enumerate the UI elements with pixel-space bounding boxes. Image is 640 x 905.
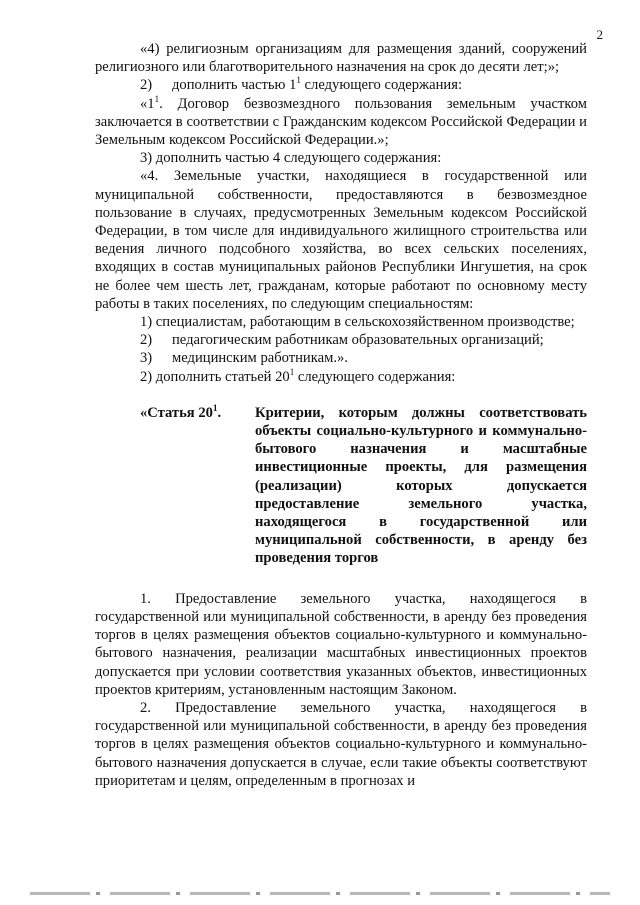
article-title: Критерии, которым должны соответствовать объекты социально-культурного и коммунально-бытового назначения и масштабные инвестиционные проекты, для размещения (реализации) которых допускается предоставление земельного участка, находящегося в государственной или муниципальной собственности, в аренду без проведения торгов <box>255 404 587 567</box>
paragraph-amend-article-20-1 <box>95 368 587 386</box>
page-number: 2 <box>596 27 603 42</box>
superscript: 1 <box>296 75 301 86</box>
scan-artifact-line <box>30 892 610 895</box>
paragraph-amend-part-4: 3) дополнить частью 4 следующего содержания: <box>140 150 442 167</box>
text: следующего содержания: <box>294 368 456 385</box>
superscript: 1 <box>154 93 160 104</box>
paragraph-specialists: 1) специалистам, работающим в сельскохозяйственном производстве; <box>140 314 575 331</box>
paragraph-contract <box>95 95 587 150</box>
text: 2) дополнить статьей 20 <box>140 368 290 385</box>
article-label <box>140 404 255 568</box>
article-heading <box>95 404 587 568</box>
paragraph-land-plots: «4. Земельные участки, находящиеся в государственной или муниципальной собственности, предоставляются в безвозмездное пользование в случаях, предусмотренных Земельным кодексом Российской Федерации, в том числе для индивидуального жилищного строительства или ведения личного подсобного хозяйства, во всех сельских поселениях, входящих в состав муниципальных районов Республики Ингушетия, на срок не более чем шесть лет, гражданам, которые работают по основному месту работы в таких поселениях, по следующим специальностям: <box>95 168 587 312</box>
list-number: 3) <box>140 350 153 367</box>
paragraph-amend-part-1-1 <box>140 76 587 94</box>
document-body <box>95 40 587 790</box>
text: медицинским работникам.». <box>172 350 348 367</box>
superscript: 1 <box>289 366 295 377</box>
text: . Договор безвозмездного пользования земельным участком заключается в соответствии с Гражданским кодексом Российской Федерации и Земельным кодексом Российской Федерации.»; <box>95 95 587 149</box>
list-number: 2) <box>140 77 153 94</box>
paragraph-medical <box>140 349 587 367</box>
text: следующего содержания: <box>300 77 463 94</box>
text: «Статья 20 <box>140 404 213 421</box>
paragraph-teachers <box>140 331 587 349</box>
section-1: 1. Предоставление земельного участка, находящегося в государственной или муниципальной собственности, в аренду без проведения торгов в целях размещения объектов социально-культурного и коммунально-бытового назначения, реализации масштабных инвестиционных проектов допускается при условии соответствия указанных объектов, инвестиционных проектов критериям, установленным настоящим Законом. <box>95 590 587 698</box>
paragraph-religious-orgs: «4) религиозным организациям для размещения зданий, сооружений религиозного или благотворительного назначения на срок до десяти лет;»; <box>95 41 587 76</box>
text: дополнить частью 1 <box>172 77 297 94</box>
text: педагогическим работникам образовательных организаций; <box>172 332 544 349</box>
text: . <box>217 404 222 421</box>
list-number: 2) <box>140 332 153 349</box>
section-2: 2. Предоставление земельного участка, находящегося в государственной или муниципальной собственности, в аренду без проведения торгов в целях размещения объектов социально-культурного и коммунально-бытового назначения допускается в случае, если такие объекты соответствуют приоритетам и целям, определенным в прогнозах и <box>95 699 587 789</box>
text: «1 <box>140 95 155 112</box>
superscript: 1 <box>212 403 218 413</box>
